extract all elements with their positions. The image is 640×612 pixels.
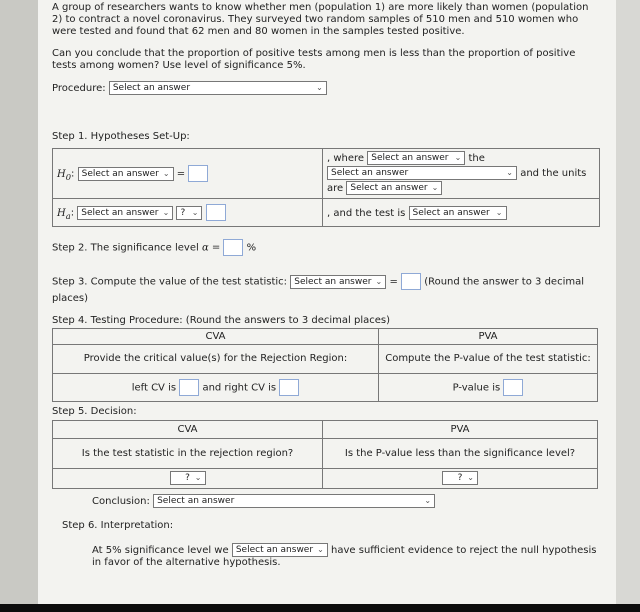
problem-paragraph-2: Can you conclude that the proportion of positive tests among men is less than the proportion of positive tests among women? Use level of significance 5%. (52, 48, 576, 71)
where-text: , where (327, 153, 365, 164)
chevron-down-icon: ⌄ (162, 168, 170, 178)
interpretation-select-value: Select an answer (235, 544, 314, 555)
where-cell (323, 149, 600, 199)
chevron-down-icon: ⌄ (316, 83, 323, 92)
procedure-label: Procedure: (52, 83, 106, 94)
h0-symbol: $H_0$ (57, 168, 72, 182)
chevron-down-icon: ⌄ (317, 544, 324, 554)
step3-equals: = (389, 276, 398, 288)
h0-equals: = (176, 168, 186, 180)
step6-title: Step 6. Interpretation: (62, 519, 174, 531)
step3-note: (Round the answer to 3 decimal (424, 276, 584, 288)
are-text: are (327, 183, 344, 194)
decision-cva-question: Is the test statistic in the rejection region? (53, 438, 323, 468)
where-select[interactable] (367, 151, 465, 165)
ha-symbol: $H_a$ (57, 207, 71, 221)
test-select-value: Select an answer (412, 207, 490, 218)
decision-cva-header: CVA (53, 420, 323, 438)
step4-title: Step 4. Testing Procedure: (Round the answers to 3 decimal places) (52, 314, 390, 326)
left-cv-input[interactable] (179, 379, 199, 396)
decision-table (52, 420, 598, 489)
alpha-symbol: α = (201, 242, 221, 254)
parameter-select-value: Select an answer (331, 168, 409, 178)
right-cv-input[interactable] (279, 379, 299, 396)
chevron-down-icon: ⌄ (454, 153, 462, 162)
procedure-select-value: Select an answer (112, 83, 191, 93)
decision-pva-select-value: ? (457, 473, 463, 483)
step2-row (52, 239, 602, 256)
test-statistic-input[interactable] (401, 273, 421, 290)
cva-header: CVA (53, 328, 379, 344)
pvalue-cell (379, 373, 598, 401)
step3-note-cont: places) (52, 292, 89, 304)
units-select-value: Select an answer (350, 183, 428, 193)
hypotheses-table (52, 148, 600, 227)
bottom-bar (0, 604, 640, 612)
step3-text: Step 3. Compute the value of the test statistic: (52, 276, 288, 288)
conclusion-select[interactable] (153, 494, 435, 508)
cv-inputs-cell (53, 373, 379, 401)
right-margin (616, 0, 640, 604)
chevron-down-icon: ⌄ (467, 473, 474, 482)
testing-table (52, 328, 598, 402)
interpretation-select[interactable] (232, 543, 328, 557)
test-select[interactable] (409, 206, 507, 220)
ha-cell: $H_a$: Select an answer ⌄ ? ⌄ (53, 199, 323, 227)
test-cell (323, 199, 600, 227)
chevron-down-icon: ⌄ (191, 207, 199, 217)
chevron-down-icon: ⌄ (162, 207, 170, 217)
where-select-value: Select an answer (371, 153, 449, 163)
ha-select[interactable] (77, 206, 173, 220)
parameter-select[interactable] (327, 166, 517, 180)
decision-cva-select-value: ? (185, 473, 190, 483)
chevron-down-icon: ⌄ (431, 183, 439, 192)
conclusion-label: Conclusion: (92, 495, 150, 507)
conclusion-select-value: Select an answer (157, 495, 235, 506)
step3-row (52, 273, 602, 307)
chevron-down-icon: ⌄ (375, 276, 383, 286)
h0-select[interactable] (78, 167, 174, 181)
procedure-row (52, 81, 602, 95)
test-statistic-select[interactable] (290, 275, 386, 289)
chevron-down-icon: ⌄ (424, 495, 432, 505)
ha-operator-select[interactable] (176, 206, 202, 220)
units-select[interactable] (346, 181, 442, 195)
problem-paragraph-1: A group of researchers wants to know whether men (population 1) are more likely than women (population 2) to contract a novel coronavirus. They surveyed two random samples of 510 men and 510 women who were tested and found that 62 men and 80 women in the samples tested positive. (52, 2, 589, 37)
cv-prompt: Provide the critical value(s) for the Rejection Region: (53, 344, 379, 373)
question-page (38, 0, 616, 604)
decision-pva-question: Is the P-value less than the significance level? (323, 438, 598, 468)
chevron-down-icon: ⌄ (506, 168, 513, 177)
test-text: , and the test is (327, 207, 406, 219)
percent-sign: % (246, 242, 257, 254)
conclusion-row (52, 494, 602, 508)
procedure-select[interactable] (109, 81, 327, 95)
decision-pva-cell (323, 468, 598, 488)
right-cv-label: and right CV is (202, 382, 277, 393)
units-text: and the units (520, 168, 587, 179)
decision-cva-cell (53, 468, 323, 488)
decision-pva-select[interactable] (442, 471, 478, 485)
step2-text: Step 2. The significance level (52, 242, 199, 254)
pvalue-input[interactable] (503, 379, 523, 396)
the-text: the (468, 153, 485, 164)
interpretation-text3: in favor of the alternative hypothesis. (92, 556, 281, 568)
left-margin (0, 0, 38, 604)
pv-prompt: Compute the P-value of the test statistic: (379, 344, 598, 373)
h0-select-value: Select an answer (81, 168, 159, 179)
chevron-down-icon: ⌄ (495, 207, 503, 217)
interpretation-text1: At 5% significance level we (92, 544, 229, 556)
ha-select-value: Select an answer (81, 207, 159, 218)
pva-header: PVA (379, 328, 598, 344)
ha-operator-value: ? (180, 207, 186, 218)
h0-value-input[interactable] (188, 165, 208, 182)
interpretation-row (52, 543, 602, 569)
interpretation-text2: have sufficient evidence to reject the null hypothesis (331, 544, 597, 556)
decision-cva-select[interactable] (170, 471, 206, 485)
test-statistic-select-value: Select an answer (294, 276, 372, 287)
pvalue-label: P-value is (452, 382, 501, 393)
step5-title: Step 5. Decision: (52, 405, 137, 417)
decision-pva-header: PVA (323, 420, 598, 438)
alpha-input[interactable] (223, 239, 243, 256)
ha-value-input[interactable] (206, 204, 226, 221)
chevron-down-icon: ⌄ (194, 473, 202, 482)
step1-title: Step 1. Hypotheses Set-Up: (52, 131, 190, 142)
left-cv-label: left CV is (131, 382, 177, 393)
h0-cell: $H_0$: Select an answer ⌄ = (53, 149, 323, 199)
